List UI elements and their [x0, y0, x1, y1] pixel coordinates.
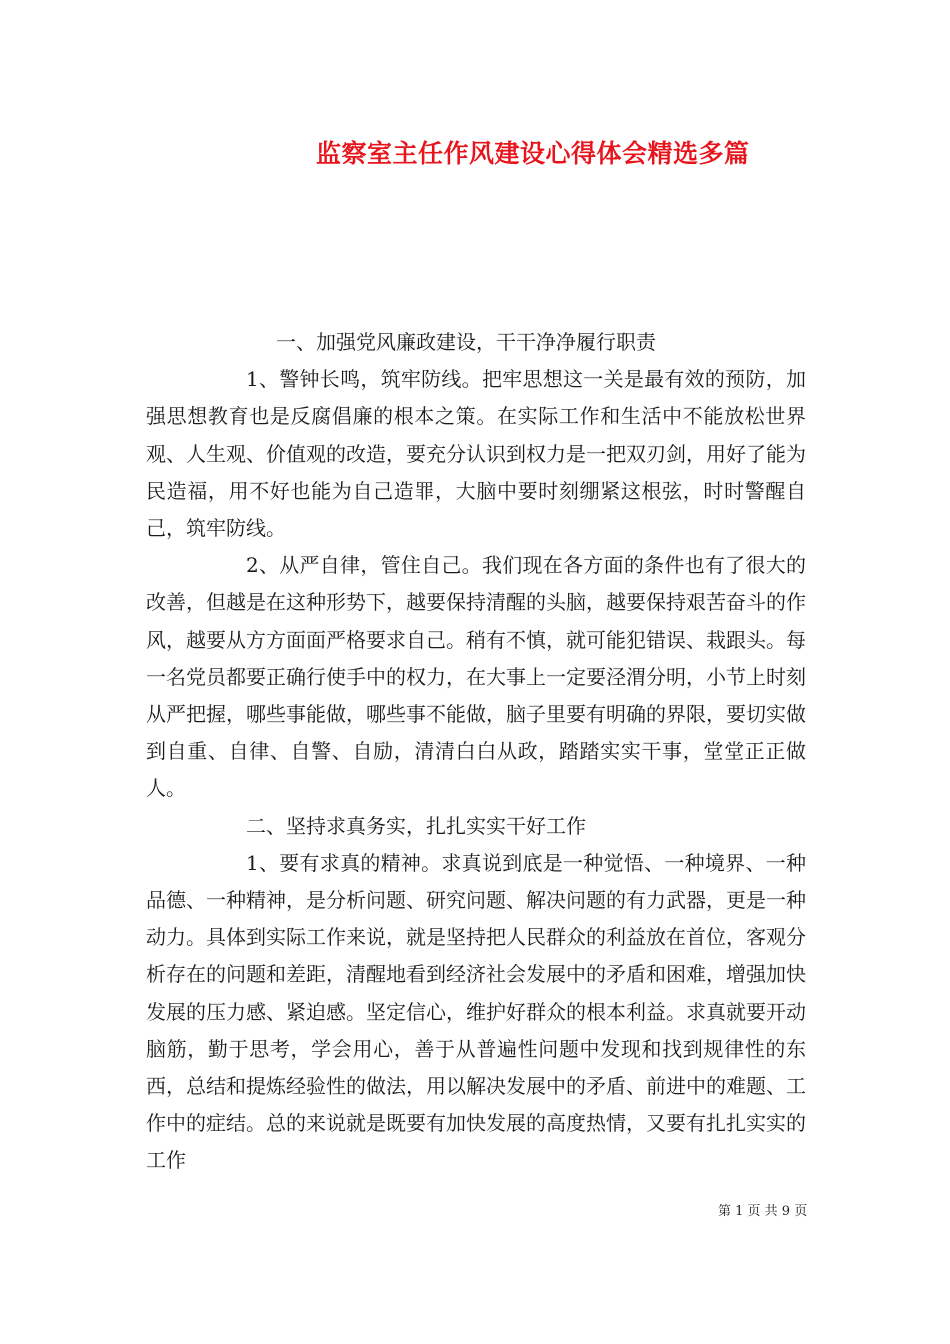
paragraph-1-1: 1、警钟长鸣，筑牢防线。把牢思想这一关是最有效的预防，加强思想教育也是反腐倡廉的根本之策。在实际工作和生活中不能放松世界观、人生观、价值观的改造，要充分认识到权力是一把双刃剑，用好了能为民造福，用不好也能为自己造罪，大脑中要时刻绷紧这根弦，时时警醒自己，筑牢防线。: [146, 367, 806, 541]
document-body: [146, 324, 806, 1180]
paragraph-2-1: 1、要有求真的精神。求真说到底是一种觉悟、一种境界、一种品德、一种精神，是分析问题、研究问题、解决问题的有力武器，更是一种动力。具体到实际工作来说，就是坚持把人民群众的利益放在首位，客观分析存在的问题和差距，清醒地看到经济社会发展中的矛盾和困难，增强加快发展的压力感、紧迫感。坚定信心，维护好群众的根本利益。求真就要开动脑筋，勤于思考，学会用心，善于从普遍性问题中发现和找到规律性的东西，总结和提炼经验性的做法，用以解决发展中的矛盾、前进中的难题、工作中的症结。总的来说就是既要有加快发展的高度热情，又要有扎扎实实的工作: [146, 850, 806, 1173]
section-heading-2: 二、坚持求真务实，扎扎实实干好工作: [246, 813, 586, 838]
paragraph-1-2: 2、从严自律，管住自己。我们现在各方面的条件也有了很大的改善，但越是在这种形势下，越要保持清醒的头脑，越要保持艰苦奋斗的作风，越要从方方面面严格要求自己。稍有不慎，就可能犯错误、栽跟头。每一名党员都要正确行使手中的权力，在大事上一定要泾渭分明，小节上时刻从严把握，哪些事能做，哪些事不能做，脑子里要有明确的界限，要切实做到自重、自律、自警、自励，清清白白从政，踏踏实实干事，堂堂正正做人。: [146, 553, 806, 801]
page-number-footer: 第 1 页 共 9 页: [718, 1204, 808, 1219]
page-title: 监察室主任作风建设心得体会精选多篇: [316, 139, 750, 168]
section-heading-1: 一、加强党风廉政建设，干干净净履行职责: [276, 330, 656, 354]
